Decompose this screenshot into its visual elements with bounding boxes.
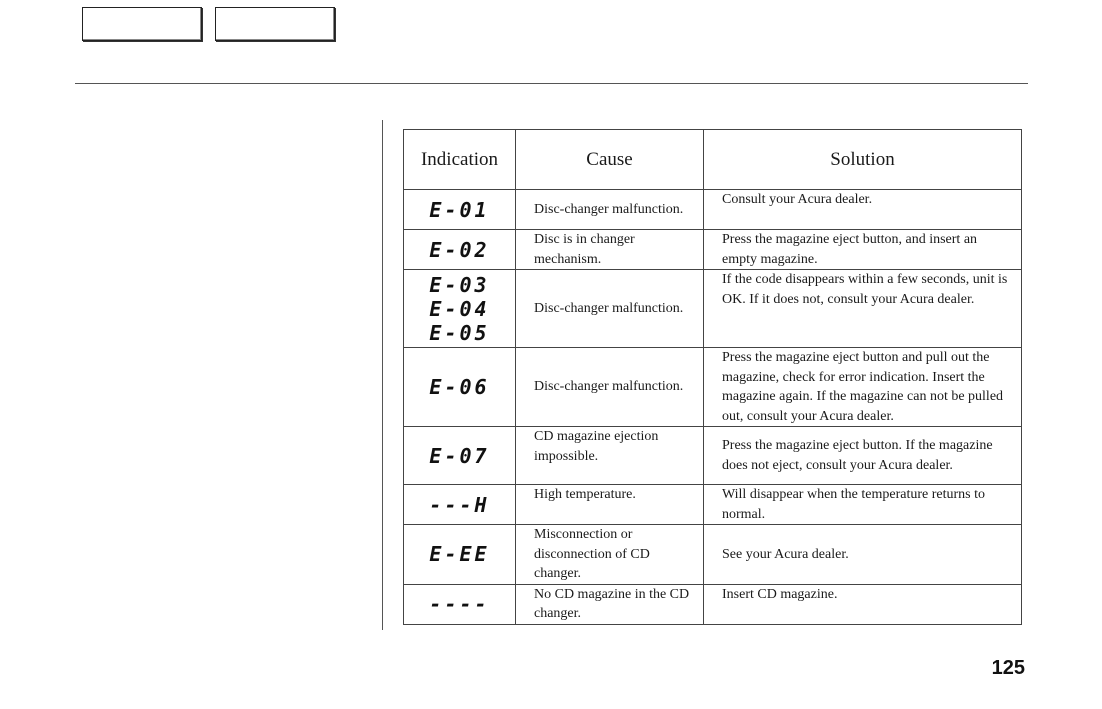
header-indication: Indication <box>404 130 516 190</box>
indication-cell <box>404 348 516 427</box>
error-code: E-02 <box>429 237 490 262</box>
table-row <box>404 230 1022 270</box>
error-code: E-03 <box>429 272 490 297</box>
cause-cell: Misconnection or disconnection of CD changer. <box>516 525 704 585</box>
header-cause: Cause <box>516 130 704 190</box>
solution-cell: Press the magazine eject button, and insert an empty magazine. <box>704 230 1022 270</box>
table-row <box>404 427 1022 485</box>
error-code: ---H <box>429 492 490 517</box>
solution-cell: Insert CD magazine. <box>704 584 1022 624</box>
error-code: E-06 <box>429 375 490 399</box>
cause-cell: Disc is in changer mechanism. <box>516 230 704 270</box>
error-code-table <box>403 129 1022 625</box>
cause-cell: No CD magazine in the CD changer. <box>516 584 704 624</box>
table-row <box>404 485 1022 525</box>
solution-cell: Press the magazine eject button and pull out the magazine, check for error indication. Insert the magazine again. If the magazine can not be pulled out, consult your Acura dealer. <box>704 348 1022 427</box>
cause-cell: Disc-changer malfunction. <box>516 270 704 348</box>
indication-cell <box>404 230 516 270</box>
column-divider <box>382 120 383 630</box>
error-code: E-EE <box>429 542 490 567</box>
solution-cell: Will disappear when the temperature returns to normal. <box>704 485 1022 525</box>
indication-cell <box>404 270 516 348</box>
table-row <box>404 525 1022 585</box>
error-code: E-01 <box>429 197 490 222</box>
cause-cell: Disc-changer malfunction. <box>516 190 704 230</box>
indication-cell <box>404 485 516 525</box>
table-header-row <box>404 130 1022 190</box>
solution-cell: Press the magazine eject button. If the magazine does not eject, consult your Acura dealer. <box>704 427 1022 485</box>
table-row <box>404 190 1022 230</box>
table-row <box>404 348 1022 427</box>
error-code: E-05 <box>429 320 490 345</box>
table-row <box>404 270 1022 348</box>
cause-cell: High temperature. <box>516 485 704 525</box>
error-code: ---- <box>429 592 490 616</box>
cause-cell: Disc-changer malfunction. <box>516 348 704 427</box>
indication-cell <box>404 190 516 230</box>
cause-cell: CD magazine ejection impossible. <box>516 427 704 485</box>
indication-cell <box>404 525 516 585</box>
header-solution: Solution <box>704 130 1022 190</box>
error-code: E-04 <box>429 296 490 321</box>
header-divider <box>75 83 1028 84</box>
error-code: E-07 <box>429 443 490 468</box>
previous-page-button[interactable] <box>82 7 202 41</box>
solution-cell: Consult your Acura dealer. <box>704 190 1022 230</box>
solution-cell: See your Acura dealer. <box>704 525 1022 585</box>
indication-cell <box>404 427 516 485</box>
solution-cell: If the code disappears within a few seconds, unit is OK. If it does not, consult your Acura dealer. <box>704 270 1022 348</box>
page-number: 125 <box>991 657 1025 679</box>
indication-cell <box>404 584 516 624</box>
table-row <box>404 584 1022 624</box>
next-page-button[interactable] <box>215 7 335 41</box>
